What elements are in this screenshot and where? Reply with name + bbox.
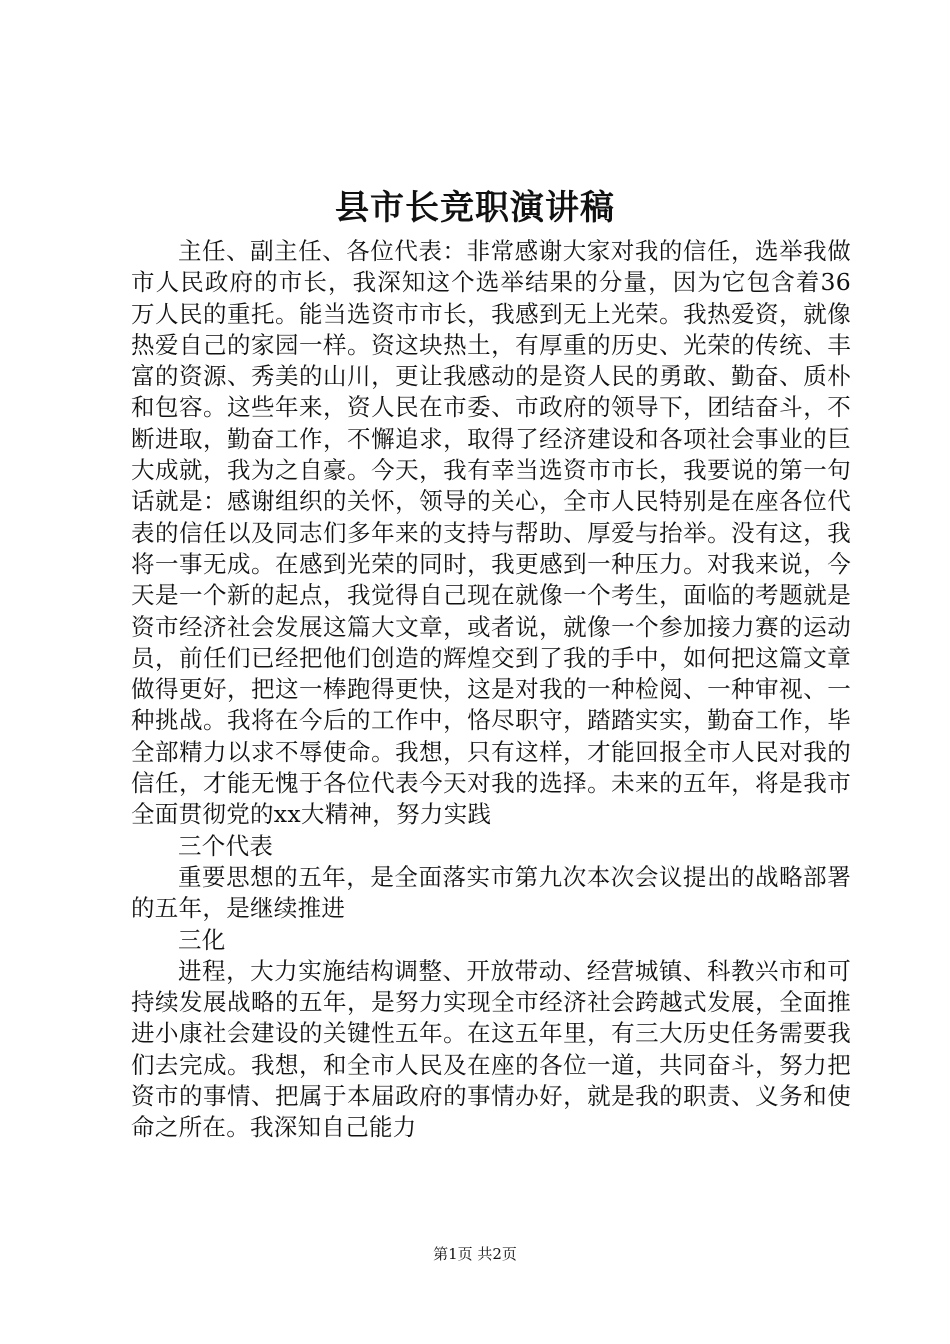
paragraph-4: 三化 xyxy=(178,925,226,954)
page-number: 第1页 共2页 xyxy=(433,1245,517,1263)
document-title: 县市长竞职演讲稿 xyxy=(335,188,615,228)
paragraph-5: 进程，大力实施结构调整、开放带动、经营城镇、科教兴市和可持续发展战略的五年，是努力实现全市经济社会跨越式发展，全面推进小康社会建设的关键性五年。在这五年里，有三大历史任务需要我们去完成。我想，和全市人民及在座的各位一道，共同奋斗，努力把资市的事情、把属于本届政府的事情办好，就是我的职责、义务和使命之所在。我深知自己能力 xyxy=(131,956,851,1142)
paragraph-1: 主任、副主任、各位代表：非常感谢大家对我的信任，选举我做市人民政府的市长，我深知这个选举结果的分量，因为它包含着36万人民的重托。能当选资市市长，我感到无上光荣。我热爱资，就像热爱自己的家园一样。资这块热土，有厚重的历史、光荣的传统、丰富的资源、秀美的山川，更让我感动的是资人民的勇敢、勤奋、质朴和包容。这些年来，资人民在市委、市政府的领导下，团结奋斗，不断进取，勤奋工作，不懈追求，取得了经济建设和各项社会事业的巨大成就，我为之自豪。今天，我有幸当选资市市长，我要说的第一句话就是：感谢组织的关怀，领导的关心，全市人民特别是在座各位代表的信任以及同志们多年来的支持与帮助、厚爱与抬举。没有这，我将一事无成。在感到光荣的同时，我更感到一种压力。对我来说，今天是一个新的起点，我觉得自己现在就像一个考生，面临的考题就是资市经济社会发展这篇大文章，或者说，就像一个参加接力赛的运动员，前任们已经把他们创造的辉煌交到了我的手中，如何把这篇文章做得更好，把这一棒跑得更快，这是对我的一种检阅、一种审视、一种挑战。我将在今后的工作中，恪尽职守，踏踏实实，勤奋工作，毕全部精力以求不辱使命。我想，只有这样，才能回报全市人民对我的信任，才能无愧于各位代表今天对我的选择。未来的五年，将是我市全面贯彻党的xx大精神，努力实践 xyxy=(131,237,851,829)
document-body xyxy=(131,236,851,1144)
paragraph-3: 重要思想的五年，是全面落实市第九次本次会议提出的战略部署的五年，是继续推进 xyxy=(131,862,851,923)
paragraph-2: 三个代表 xyxy=(178,831,274,860)
